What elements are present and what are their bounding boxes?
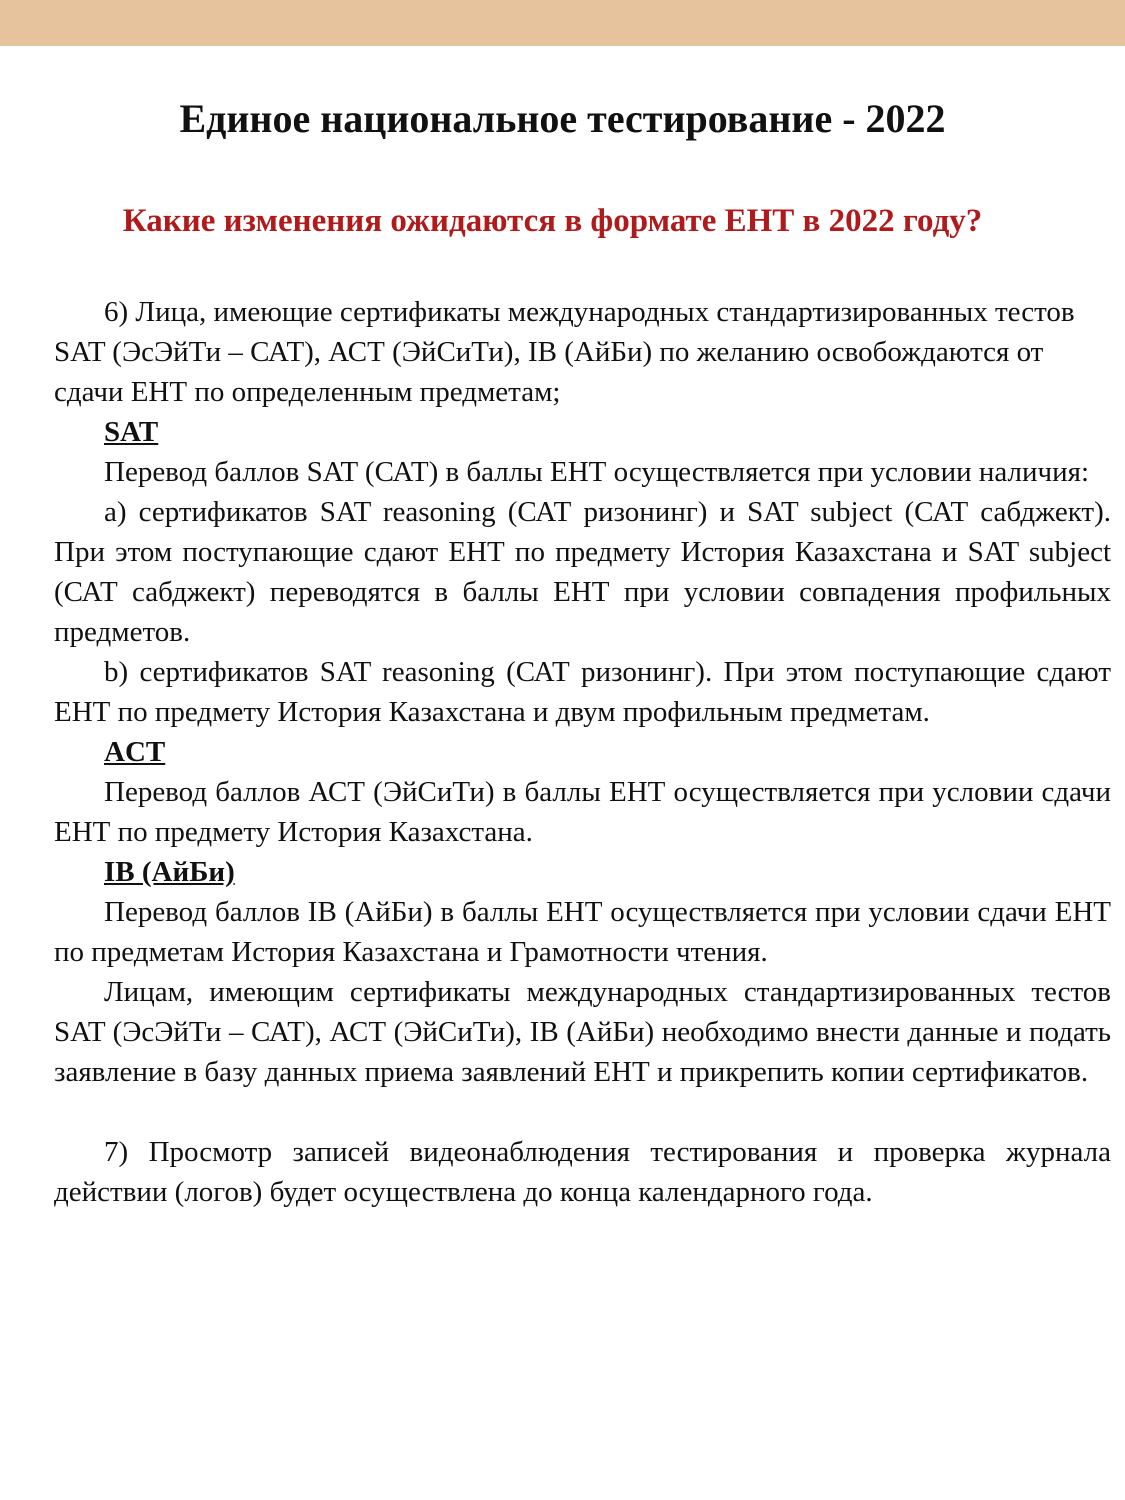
section-heading-sat: SAT [104, 416, 159, 448]
page-subtitle: Какие изменения ожидаются в формате ЕНТ в 2022 году? [122, 203, 983, 239]
document-body [54, 292, 1111, 1212]
sat-option-a-paragraph: а) сертификатов SAT reasoning (САТ ризонинг) и SAT subject (САТ сабджект). При этом поступающие сдают ЕНТ по предмету История Казахстана и SAT subject (САТ сабджект) переводятся в баллы ЕНТ при условии совпадения профильных предметов. [54, 496, 1111, 648]
paragraph-spacer [54, 1092, 1111, 1132]
certificates-paragraph: Лицам, имеющим сертификаты международных стандартизированных тестов SAT (ЭсЭйТи – САТ), АСТ (ЭйСиТи), IB (АйБи) необходимо внести данные и подать заявление в базу данных приема заявлений ЕНТ и прикрепить копии сертификатов. [54, 976, 1111, 1088]
section-heading-act: ACT [104, 736, 166, 768]
top-decorative-band [0, 0, 1125, 46]
ib-paragraph: Перевод баллов IB (АйБи) в баллы ЕНТ осуществляется при условии сдачи ЕНТ по предметам История Казахстана и Грамотности чтения. [54, 896, 1111, 968]
page-title: Единое национальное тестирование - 2022 [179, 96, 946, 141]
section-heading-ib: IB (АйБи) [104, 856, 235, 888]
sat-option-b-paragraph: b) сертификатов SAT reasoning (САТ ризонинг). При этом поступающие сдают ЕНТ по предмету История Казахстана и двум профильным предметам. [54, 656, 1111, 728]
paragraph-item-7: 7) Просмотр записей видеонаблюдения тестирования и проверка журнала действии (логов) будет осуществлена до конца календарного года. [54, 1136, 1111, 1208]
sat-intro-paragraph: Перевод баллов SAT (САТ) в баллы ЕНТ осуществляется при условии наличия: [104, 456, 1090, 488]
paragraph-item-6: 6) Лица, имеющие сертификаты международных стандартизированных тестов SAT (ЭсЭйТи – САТ), АСТ (ЭйСиТи), IB (АйБи) по желанию освобождаются от сдачи ЕНТ по определенным предметам; [54, 296, 1075, 408]
act-paragraph: Перевод баллов АСТ (ЭйСиТи) в баллы ЕНТ осуществляется при условии сдачи ЕНТ по предмету История Казахстана. [54, 776, 1111, 848]
